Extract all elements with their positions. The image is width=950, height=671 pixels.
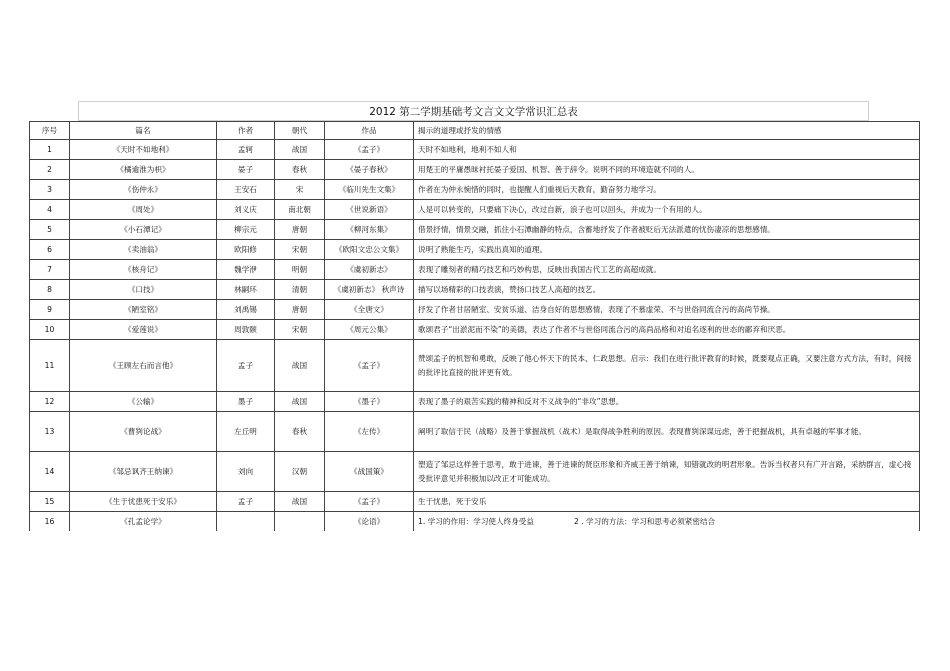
article-name: 《周处》 — [70, 200, 217, 220]
author: 孟子 — [217, 340, 275, 392]
meaning — [414, 512, 920, 532]
row-number: 9 — [30, 300, 70, 320]
article-name: 《小石潭记》 — [70, 220, 217, 240]
author — [217, 512, 275, 532]
row-number: 16 — [30, 512, 70, 532]
work: 《虞初新志》 秋声诗 — [325, 280, 414, 300]
header-cell: 序号 — [30, 122, 70, 140]
header-cell: 朝代 — [275, 122, 325, 140]
work: 《论语》 — [325, 512, 414, 532]
row-number: 6 — [30, 240, 70, 260]
work: 《孟子》 — [325, 340, 414, 392]
work: 《世说新语》 — [325, 200, 414, 220]
row-number: 7 — [30, 260, 70, 280]
author: 周敦颐 — [217, 320, 275, 340]
table-row — [30, 492, 920, 512]
dynasty: 战国 — [275, 140, 325, 160]
dynasty: 明朝 — [275, 260, 325, 280]
header-cell: 作者 — [217, 122, 275, 140]
meaning: 阐明了取信于民（战略）及善于掌握战机（战术）是取得战争胜利的原因。表现曹刿深谋远虑，善于把握战机，具有卓越的军事才能。 — [414, 412, 920, 452]
dynasty: 战国 — [275, 392, 325, 412]
author: 柳宗元 — [217, 220, 275, 240]
work: 《全唐文》 — [325, 300, 414, 320]
row-number: 3 — [30, 180, 70, 200]
meaning: 抒发了作者甘居陋室、安贫乐道、洁身自好的思想感情，表现了不慕虚荣、不与世俗同流合污的高尚节操。 — [414, 300, 920, 320]
row-number: 1 — [30, 140, 70, 160]
dynasty: 春秋 — [275, 412, 325, 452]
row-number: 8 — [30, 280, 70, 300]
meaning: 塑造了邹忌这样善于思考，敢于进谏，善于进谏的贤臣形象和齐威王善于纳谏，知错就改的明君形象。告诉当权者只有广开言路，采纳群言，虚心接受批评意见并积极加以改正才可能成功。 — [414, 452, 920, 492]
table-row — [30, 300, 920, 320]
author: 晏子 — [217, 160, 275, 180]
row-number: 5 — [30, 220, 70, 240]
article-name: 《王顾左右而言他》 — [70, 340, 217, 392]
table-row — [30, 200, 920, 220]
article-name: 《核舟记》 — [70, 260, 217, 280]
row-number: 15 — [30, 492, 70, 512]
summary-sheet — [29, 101, 919, 531]
article-name: 《邹忌讽齐王纳谏》 — [70, 452, 217, 492]
dynasty: 唐朝 — [275, 300, 325, 320]
row-number: 13 — [30, 412, 70, 452]
work: 《周元公集》 — [325, 320, 414, 340]
dynasty: 宋朝 — [275, 240, 325, 260]
sheet-title: 2012 第二学期基础考文言文文学常识汇总表 — [78, 101, 869, 121]
meaning-part-2: 2 . 学习的方法：学习和思考必须紧密结合 — [573, 516, 716, 526]
meaning-part-1: 1. 学习的作用：学习使人终身受益 — [418, 516, 534, 526]
article-name: 《公输》 — [70, 392, 217, 412]
work: 《临川先生文集》 — [325, 180, 414, 200]
meaning: 表现了墨子的艰苦实践的精神和反对不义战争的“非攻”思想。 — [414, 392, 920, 412]
header-cell: 篇名 — [70, 122, 217, 140]
table-row — [30, 512, 920, 532]
table-row — [30, 160, 920, 180]
table-row — [30, 392, 920, 412]
article-name: 《天时不如地利》 — [70, 140, 217, 160]
article-name: 《橘逾淮为枳》 — [70, 160, 217, 180]
row-number: 10 — [30, 320, 70, 340]
table-row — [30, 180, 920, 200]
article-name: 《卖油翁》 — [70, 240, 217, 260]
row-number: 4 — [30, 200, 70, 220]
dynasty — [275, 512, 325, 532]
meaning: 人是可以转变的，只要痛下决心，改过自新，浪子也可以回头，并成为一个有用的人。 — [414, 200, 920, 220]
article-name: 《爱莲说》 — [70, 320, 217, 340]
meaning: 天时不如地利，地利不如人和 — [414, 140, 920, 160]
row-number: 14 — [30, 452, 70, 492]
row-number: 12 — [30, 392, 70, 412]
table-row — [30, 452, 920, 492]
dynasty: 春秋 — [275, 160, 325, 180]
dynasty: 南北朝 — [275, 200, 325, 220]
table-row — [30, 240, 920, 260]
header-row — [30, 122, 920, 140]
dynasty: 汉朝 — [275, 452, 325, 492]
meaning: 描写以场精彩的口技表演，赞扬口技艺人高超的技艺。 — [414, 280, 920, 300]
work: 《柳河东集》 — [325, 220, 414, 240]
article-name: 《伤仲永》 — [70, 180, 217, 200]
work: 《孟子》 — [325, 492, 414, 512]
author: 魏学洢 — [217, 260, 275, 280]
meaning: 歌颂君子“出淤泥而不染”的美德，表达了作者不与世俗同流合污的高尚品格和对追名逐利的世态的鄙弃和厌恶。 — [414, 320, 920, 340]
dynasty: 唐朝 — [275, 220, 325, 240]
table-row — [30, 260, 920, 280]
meaning: 借景抒情，情景交融，抓住小石潭幽静的特点，含蓄地抒发了作者被贬后无法派遣的忧伤凄凉的思想感情。 — [414, 220, 920, 240]
row-number: 11 — [30, 340, 70, 392]
table-row — [30, 140, 920, 160]
header-cell: 作品 — [325, 122, 414, 140]
work: 《晏子春秋》 — [325, 160, 414, 180]
table-row — [30, 412, 920, 452]
article-name: 《孔孟论学》 — [70, 512, 217, 532]
dynasty: 战国 — [275, 340, 325, 392]
table-row — [30, 340, 920, 392]
meaning: 说明了熟能生巧，实践出真知的道理。 — [414, 240, 920, 260]
meaning: 表现了雕刻者的精巧技艺和巧妙构思，反映出我国古代工艺的高超成就。 — [414, 260, 920, 280]
table-row — [30, 280, 920, 300]
author: 刘禹锡 — [217, 300, 275, 320]
article-name: 《陋室铭》 — [70, 300, 217, 320]
dynasty: 清朝 — [275, 280, 325, 300]
meaning: 用楚王的平庸愚昧衬托晏子爱国、机智、善于辞令。说明不同的环境造就不同的人。 — [414, 160, 920, 180]
author: 刘义庆 — [217, 200, 275, 220]
header-cell: 揭示的道理或抒发的情感 — [414, 122, 920, 140]
table-row — [30, 220, 920, 240]
meaning: 赞颂孟子的机智和勇敢，反映了他心怀天下的民本、仁政思想。启示：我们在进行批评教育的时候，既要观点正确，又要注意方式方法，有时，间接的批评比直接的批评更有效。 — [414, 340, 920, 392]
work: 《墨子》 — [325, 392, 414, 412]
author: 左丘明 — [217, 412, 275, 452]
dynasty: 宋朝 — [275, 320, 325, 340]
author: 孟轲 — [217, 140, 275, 160]
work: 《欧阳文忠公文集》 — [325, 240, 414, 260]
author: 王安石 — [217, 180, 275, 200]
author: 孟子 — [217, 492, 275, 512]
work: 《战国策》 — [325, 452, 414, 492]
article-name: 《曹刿论战》 — [70, 412, 217, 452]
article-name: 《生于忧患死于安乐》 — [70, 492, 217, 512]
author: 刘向 — [217, 452, 275, 492]
meaning: 作者在为仲永惋惜的同时，也提醒人们重视后天教育，勤奋努力地学习。 — [414, 180, 920, 200]
summary-table — [29, 121, 920, 531]
work: 《虞初新志》 — [325, 260, 414, 280]
author: 欧阳修 — [217, 240, 275, 260]
meaning: 生于忧患，死于安乐 — [414, 492, 920, 512]
dynasty: 宋 — [275, 180, 325, 200]
article-name: 《口技》 — [70, 280, 217, 300]
work: 《左传》 — [325, 412, 414, 452]
work: 《孟子》 — [325, 140, 414, 160]
row-number: 2 — [30, 160, 70, 180]
table-row — [30, 320, 920, 340]
author: 林嗣环 — [217, 280, 275, 300]
dynasty: 战国 — [275, 492, 325, 512]
author: 墨子 — [217, 392, 275, 412]
